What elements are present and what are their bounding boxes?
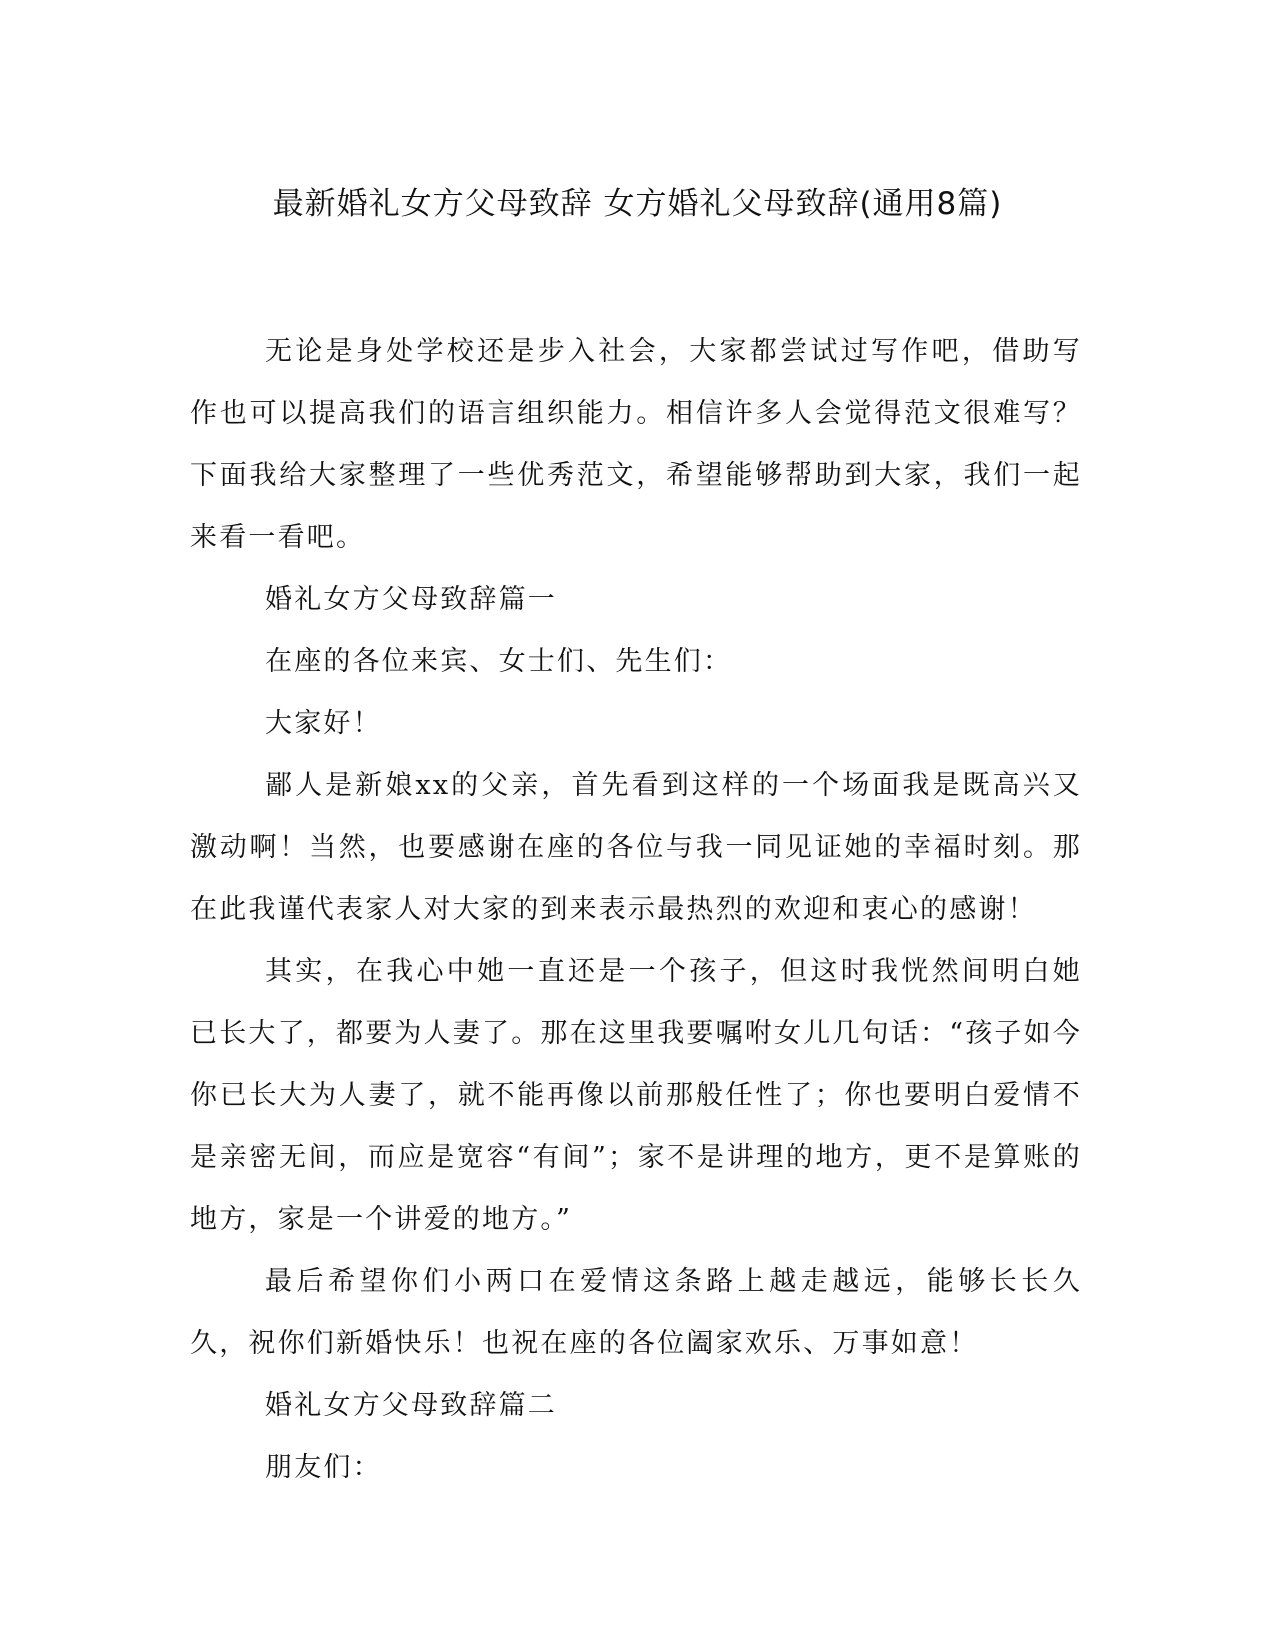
- salutation-2: 朋友们：: [265, 1452, 382, 1483]
- document-title: 最新婚礼女方父母致辞 女方婚礼父母致辞(通用8篇): [272, 186, 1003, 222]
- body-paragraph-3: 最后希望你们小两口在爱情这条路上越走越远，能够长长久久，祝你们新婚快乐！也祝在座的各位阖家欢乐、万事如意！: [190, 1266, 1082, 1359]
- section-heading-2: 婚礼女方父母致辞篇二: [265, 1390, 557, 1421]
- document-body: [190, 321, 1082, 1499]
- section-heading-1: 婚礼女方父母致辞篇一: [265, 584, 557, 615]
- intro-paragraph: 无论是身处学校还是步入社会，大家都尝试过写作吧，借助写作也可以提高我们的语言组织能力。相信许多人会觉得范文很难写？下面我给大家整理了一些优秀范文，希望能够帮助到大家，我们一起来看一看吧。: [190, 336, 1082, 553]
- body-paragraph-1: 鄙人是新娘xx的父亲，首先看到这样的一个场面我是既高兴又激动啊！当然，也要感谢在座的各位与我一同见证她的幸福时刻。那在此我谨代表家人对大家的到来表示最热烈的欢迎和衷心的感谢！: [190, 770, 1082, 925]
- body-paragraph-2: 其实，在我心中她一直还是一个孩子，但这时我恍然间明白她已长大了，都要为人妻了。那在这里我要嘱咐女儿几句话：“孩子如今你已长大为人妻了，就不能再像以前那般任性了；你也要明白爱情不是亲密无间，而应是宽容“有间”；家不是讲理的地方，更不是算账的地方，家是一个讲爱的地方。”: [190, 956, 1083, 1235]
- salutation: 在座的各位来宾、女士们、先生们：: [265, 646, 733, 677]
- greeting: 大家好！: [265, 708, 382, 739]
